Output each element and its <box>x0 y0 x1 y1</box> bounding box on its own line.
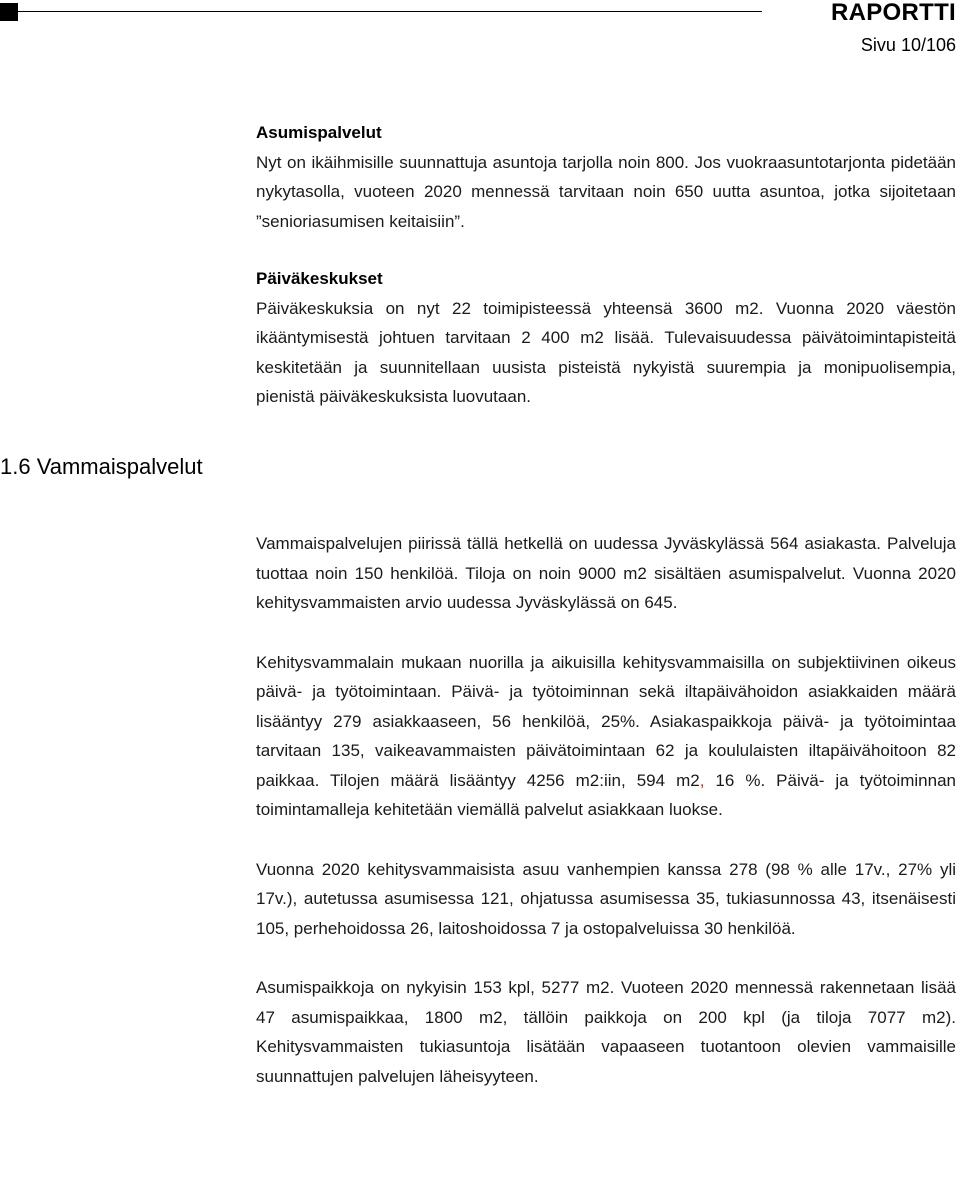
report-title: RAPORTTI <box>830 0 956 26</box>
spacer <box>256 943 956 973</box>
paivakeskukset-paragraph: Päiväkeskuksia on nyt 22 toimipisteessä yhteensä 3600 m2. Vuonna 2020 väestön ikääntymisestä johtuen tarvitaan 2 400 m2 lisää. Tulevaisuudessa päivätoimintapisteitä keskitetään ja suunnitellaan uusista pisteistä nykyistä suurempia ja monipuolisempia, pienistä päiväkeskuksista luovutaan. <box>256 298 956 406</box>
body-text-top <box>256 118 956 412</box>
vammaispalvelut-paragraph-1: Vammaispalvelujen piirissä tällä hetkellä on uudessa Jyväskylässä 564 asiakasta. Palveluja tuottaa noin 150 henkilöä. Tiloja on noin 9000 m2 sisältäen asumispalvelut. Vuonna 2020 kehitysvammaisten arvio uudessa Jyväskylässä on 645. <box>256 534 956 612</box>
body-text-bottom <box>256 529 956 1091</box>
asumispalvelut-paragraph: Nyt on ikäihmisille suunnattuja asuntoja tarjolla noin 800. Jos vuokraasuntotarjonta pidetään nykytasolla, vuoteen 2020 mennessä tarvitaan noin 650 uutta asuntoa, jotka sijoitetaan ”senioriasumisen keitaisiin”. <box>256 152 956 231</box>
asumispalvelut-heading: Asumispalvelut <box>256 123 382 142</box>
paivakeskukset-heading: Päiväkeskukset <box>256 269 383 288</box>
highlighted-comma: , <box>699 770 705 790</box>
spacer <box>256 825 956 855</box>
header-square-marker <box>0 3 18 21</box>
vammaispalvelut-paragraph-2 <box>256 648 956 825</box>
header-rule <box>18 11 762 12</box>
page-number: Sivu 10/106 <box>860 35 956 55</box>
paragraph-2-part-a: Kehitysvammalain mukaan nuorilla ja aikuisilla kehitysvammaisilla on subjektiivinen oikeus päivä- ja työtoimintaan. Päivä- ja työtoiminnan sekä iltapäivähoidon asiakkaiden määrä lisääntyy 279 asiakkaaseen, 56 henkilöä, 25%. Asiakaspaikkoja päivä- ja työtoimintaa tarvitaan 135, vaikeavammaisten päivätoimintaan 62 ja koululaisten iltapäivähoitoon 82 paikkaa. Tilojen määrä lisääntyy 4256 m2:iin, 594 m2 <box>256 652 956 790</box>
paragraph-2-part-b: 16 %. Päivä- ja työtoiminnan toimintamalleja kehitetään viemällä palvelut asiakkaan luokse. <box>256 770 956 819</box>
vammaispalvelut-paragraph-3: Vuonna 2020 kehitysvammaisista asuu vanhempien kanssa 278 (98 % alle 17v., 27% yli 17v.), autetussa asumisessa 121, ohjatussa asumisessa 35, tukiasunnossa 43, itsenäisesti 105, perhehoidossa 26, laitoshoidossa 7 ja ostopalveluissa 30 henkilöä. <box>256 859 956 938</box>
spacer <box>256 236 956 264</box>
section-heading-vammaispalvelut: 1.6 Vammaispalvelut <box>0 454 203 479</box>
spacer <box>256 618 956 648</box>
vammaispalvelut-paragraph-4: Asumispaikkoja on nykyisin 153 kpl, 5277 m2. Vuoteen 2020 mennessä rakennetaan lisää 47 asumispaikkaa, 1800 m2, tällöin paikkoja on 200 kpl (ja tiloja 7077 m2). Kehitysvammaisten tukiasuntoja lisätään vapaaseen tuotantoon olevien vammaisille suunnattujen palvelujen läheisyyteen. <box>256 978 956 1086</box>
